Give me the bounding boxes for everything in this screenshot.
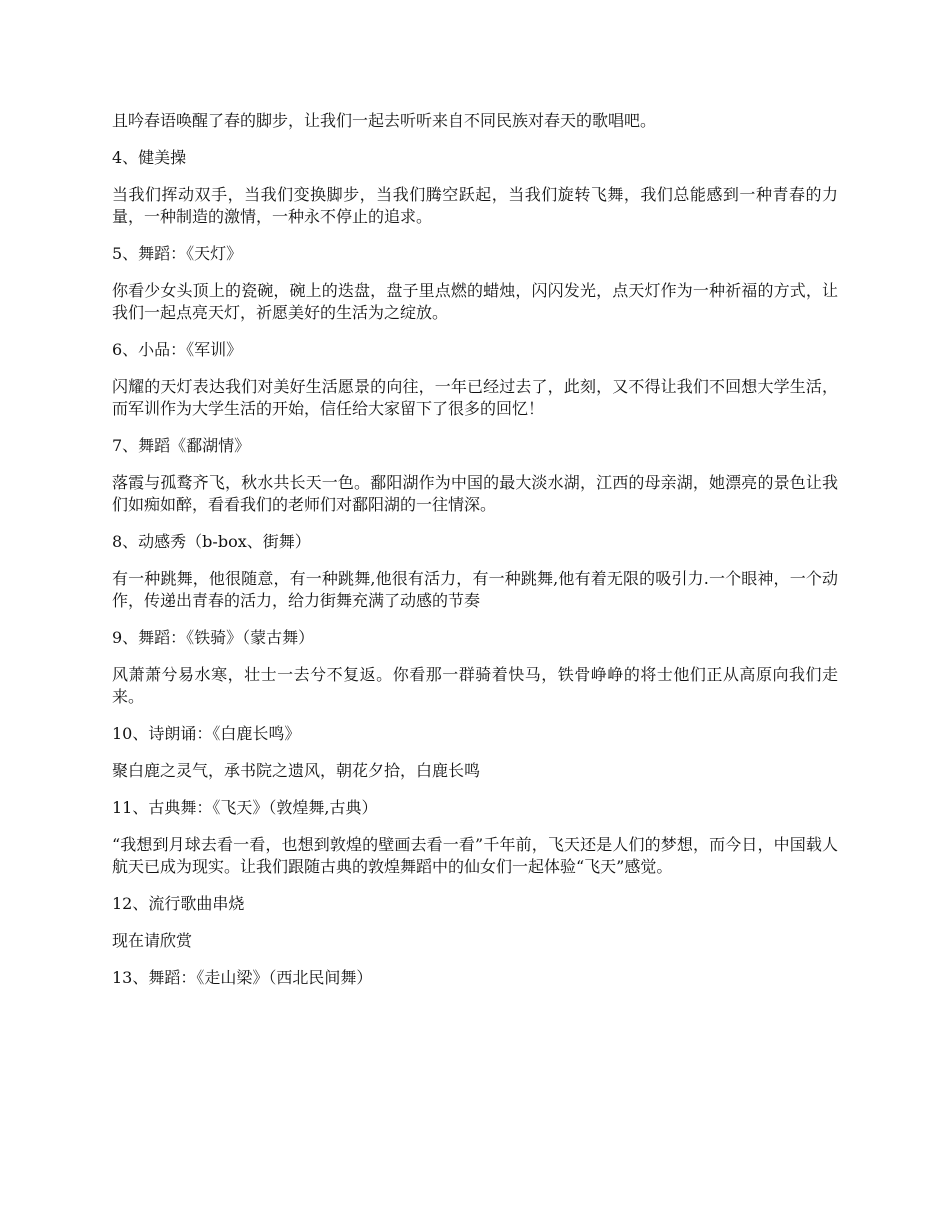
program-item-7-heading: 7、舞蹈《鄱湖情》 xyxy=(112,436,251,455)
program-item-5-description: 你看少女头顶上的瓷碗，碗上的迭盘，盘子里点燃的蜡烛，闪闪发光，点天灯作为一种祈福的方式，让我们一起点亮天灯，祈愿美好的生活为之绽放。 xyxy=(112,281,838,322)
program-item-11-heading: 11、古典舞：《飞天》（敦煌舞,古典） xyxy=(112,798,378,817)
program-item-7-description: 落霞与孤鹜齐飞，秋水共长天一色。鄱阳湖作为中国的最大淡水湖，江西的母亲湖，她漂亮的景色让我们如痴如醉，看看我们的老师们对鄱阳湖的一往情深。 xyxy=(112,473,838,514)
program-item-12-heading: 12、流行歌曲串烧 xyxy=(112,894,245,913)
program-item-9-heading: 9、舞蹈：《铁骑》（蒙古舞） xyxy=(112,628,315,647)
program-item-5-heading: 5、舞蹈：《天灯》 xyxy=(112,244,243,263)
program-item-12-description: 现在请欣赏 xyxy=(112,931,193,950)
program-item-13-heading: 13、舞蹈：《走山梁》（西北民间舞） xyxy=(112,968,373,987)
program-item-10-heading: 10、诗朗诵：《白鹿长鸣》 xyxy=(112,724,301,743)
program-item-4-description: 当我们挥动双手，当我们变换脚步，当我们腾空跃起，当我们旋转飞舞，我们总能感到一种青春的力量，一种制造的激情，一种永不停止的追求。 xyxy=(112,185,838,226)
program-item-10-description: 聚白鹿之灵气，承书院之遗风，朝花夕拾，白鹿长鸣 xyxy=(112,761,481,780)
program-item-6-heading: 6、小品：《军训》 xyxy=(112,340,243,359)
paragraph-intro-ending: 且吟春语唤醒了春的脚步，让我们一起去听听来自不同民族对春天的歌唱吧。 xyxy=(112,111,657,130)
program-item-11-description: “我想到月球去看一看，也想到敦煌的壁画去看一看”千年前，飞天还是人们的梦想，而今日，中国载人航天已成为现实。让我们跟随古典的敦煌舞蹈中的仙女们一起体验“飞天”感觉。 xyxy=(112,835,838,876)
program-item-8-description: 有一种跳舞，他很随意，有一种跳舞,他很有活力，有一种跳舞,他有着无限的吸引力.一个眼神，一个动作，传递出青春的活力，给力街舞充满了动感的节奏 xyxy=(112,569,838,610)
program-item-8-heading: 8、动感秀（b-box、街舞） xyxy=(112,532,311,551)
program-item-6-description: 闪耀的天灯表达我们对美好生活愿景的向往，一年已经过去了，此刻，又不得让我们不回想大学生活，而军训作为大学生活的开始，信任给大家留下了很多的回忆！ xyxy=(112,377,838,418)
program-item-4-heading: 4、健美操 xyxy=(112,148,187,167)
program-item-9-description: 风萧萧兮易水寒，壮士一去兮不复返。你看那一群骑着快马，铁骨峥峥的将士他们正从高原向我们走来。 xyxy=(112,665,838,706)
